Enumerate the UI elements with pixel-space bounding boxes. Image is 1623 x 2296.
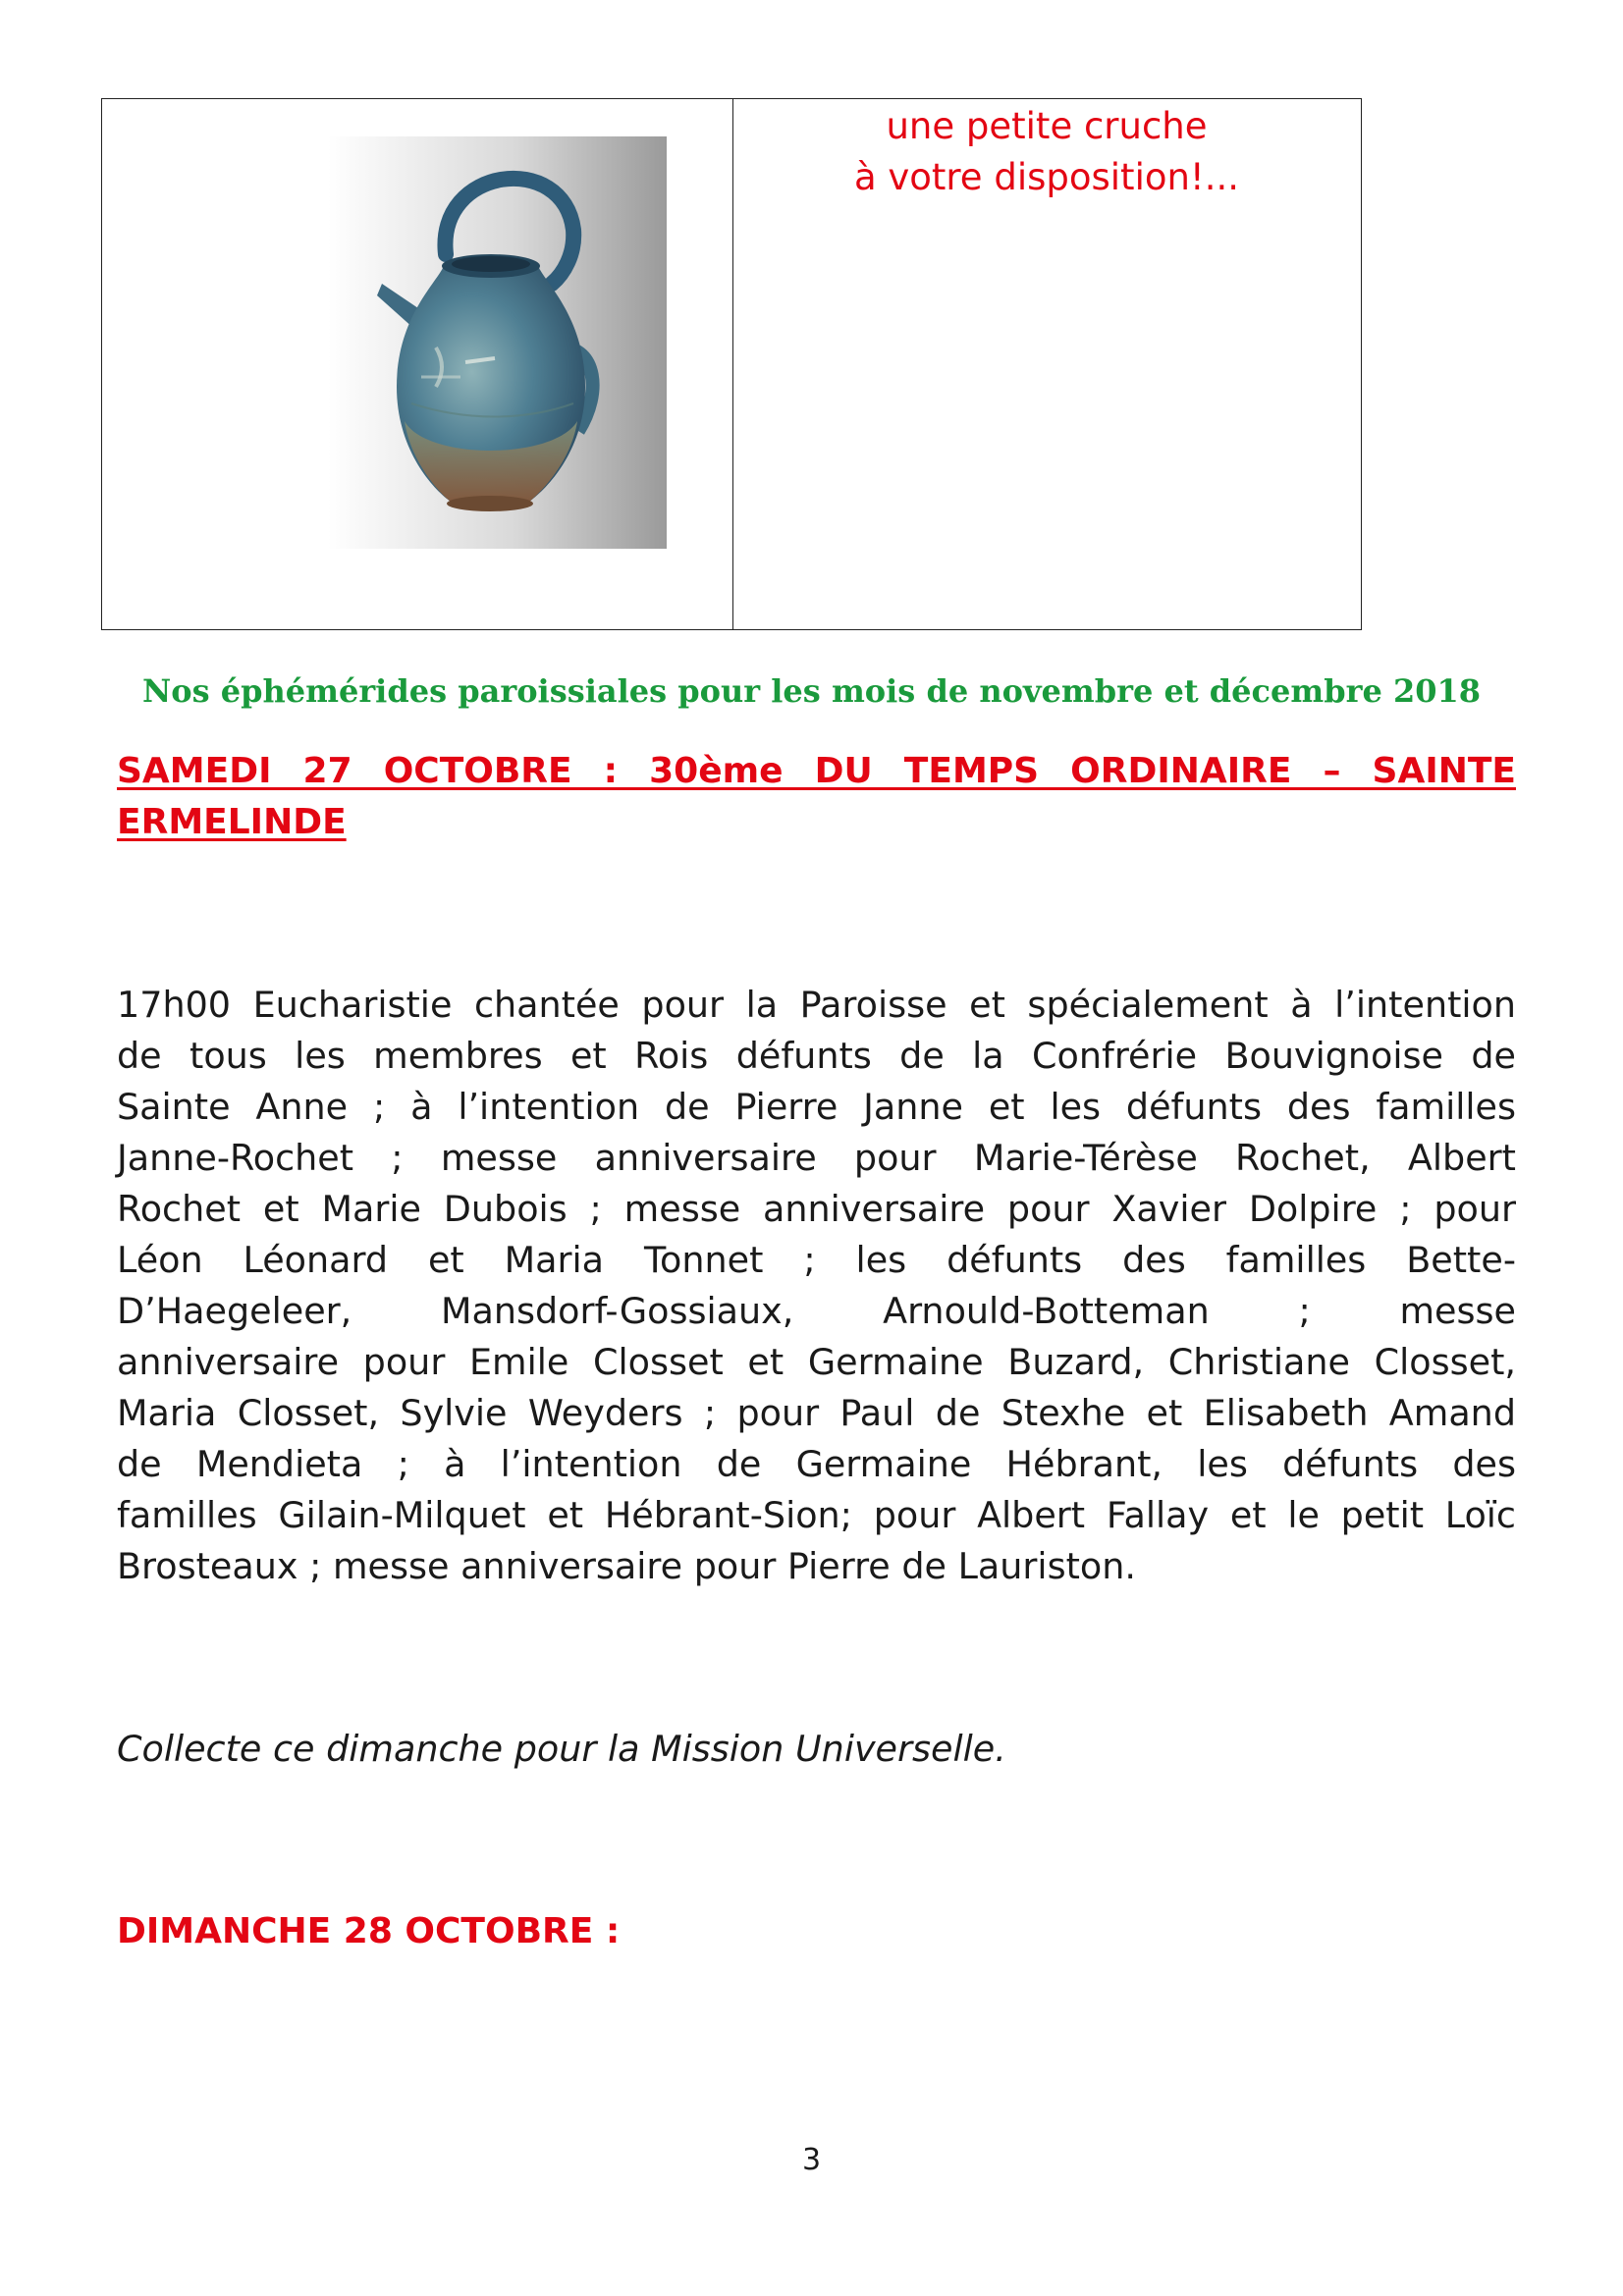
saturday-title-line2: ERMELINDE [117, 802, 347, 842]
body-line: D’Haegeleer, Mansdorf-Gossiaux, Arnould-Botteman ; messe [117, 1290, 1516, 1332]
ephemerides-heading: Nos éphémérides paroissiales pour les mois de novembre et décembre 2018 [141, 672, 1481, 710]
body-line: anniversaire pour Emile Closset et Germaine Buzard, Christiane Closset, [117, 1341, 1516, 1383]
body-line: 17h00 Eucharistie chantée pour la Paroisse et spécialement à l’intention [117, 984, 1516, 1026]
body-line: Rochet et Marie Dubois ; messe anniversaire pour Xavier Dolpire ; pour [117, 1188, 1516, 1230]
image-caption-table [101, 98, 1362, 630]
caption-line: à votre disposition!... [853, 156, 1240, 198]
body-line: Léon Léonard et Maria Tonnet ; les défunts des familles Bette- [117, 1239, 1516, 1281]
body-line: de tous les membres et Rois défunts de la Confrérie Bouvignoise de [117, 1035, 1516, 1077]
body-line: Maria Closset, Sylvie Weyders ; pour Paul de Stexhe et Elisabeth Amand [117, 1392, 1516, 1434]
caption-line: une petite cruche [886, 105, 1208, 147]
pitcher-image [328, 136, 667, 549]
page-number: 3 [801, 2143, 822, 2177]
body-line: Sainte Anne ; à l’intention de Pierre Janne et les défunts des familles [117, 1086, 1516, 1128]
body-line: Brosteaux ; messe anniversaire pour Pierre de Lauriston. [117, 1545, 1136, 1587]
body-line: Janne-Rochet ; messe anniversaire pour Marie-Térèse Rochet, Albert [117, 1137, 1516, 1179]
collecte-note: Collecte ce dimanche pour la Mission Universelle. [117, 1728, 1006, 1770]
sunday-title: DIMANCHE 28 OCTOBRE : [117, 1911, 621, 1951]
body-line: familles Gilain-Milquet et Hébrant-Sion; pour Albert Fallay et le petit Loïc [117, 1494, 1516, 1536]
body-line: de Mendieta ; à l’intention de Germaine Hébrant, les défunts des [117, 1443, 1516, 1485]
pitcher-caption [732, 99, 1361, 203]
saturday-title-line1: SAMEDI 27 OCTOBRE : 30ème DU TEMPS ORDINAIRE – SAINTE [117, 751, 1516, 791]
